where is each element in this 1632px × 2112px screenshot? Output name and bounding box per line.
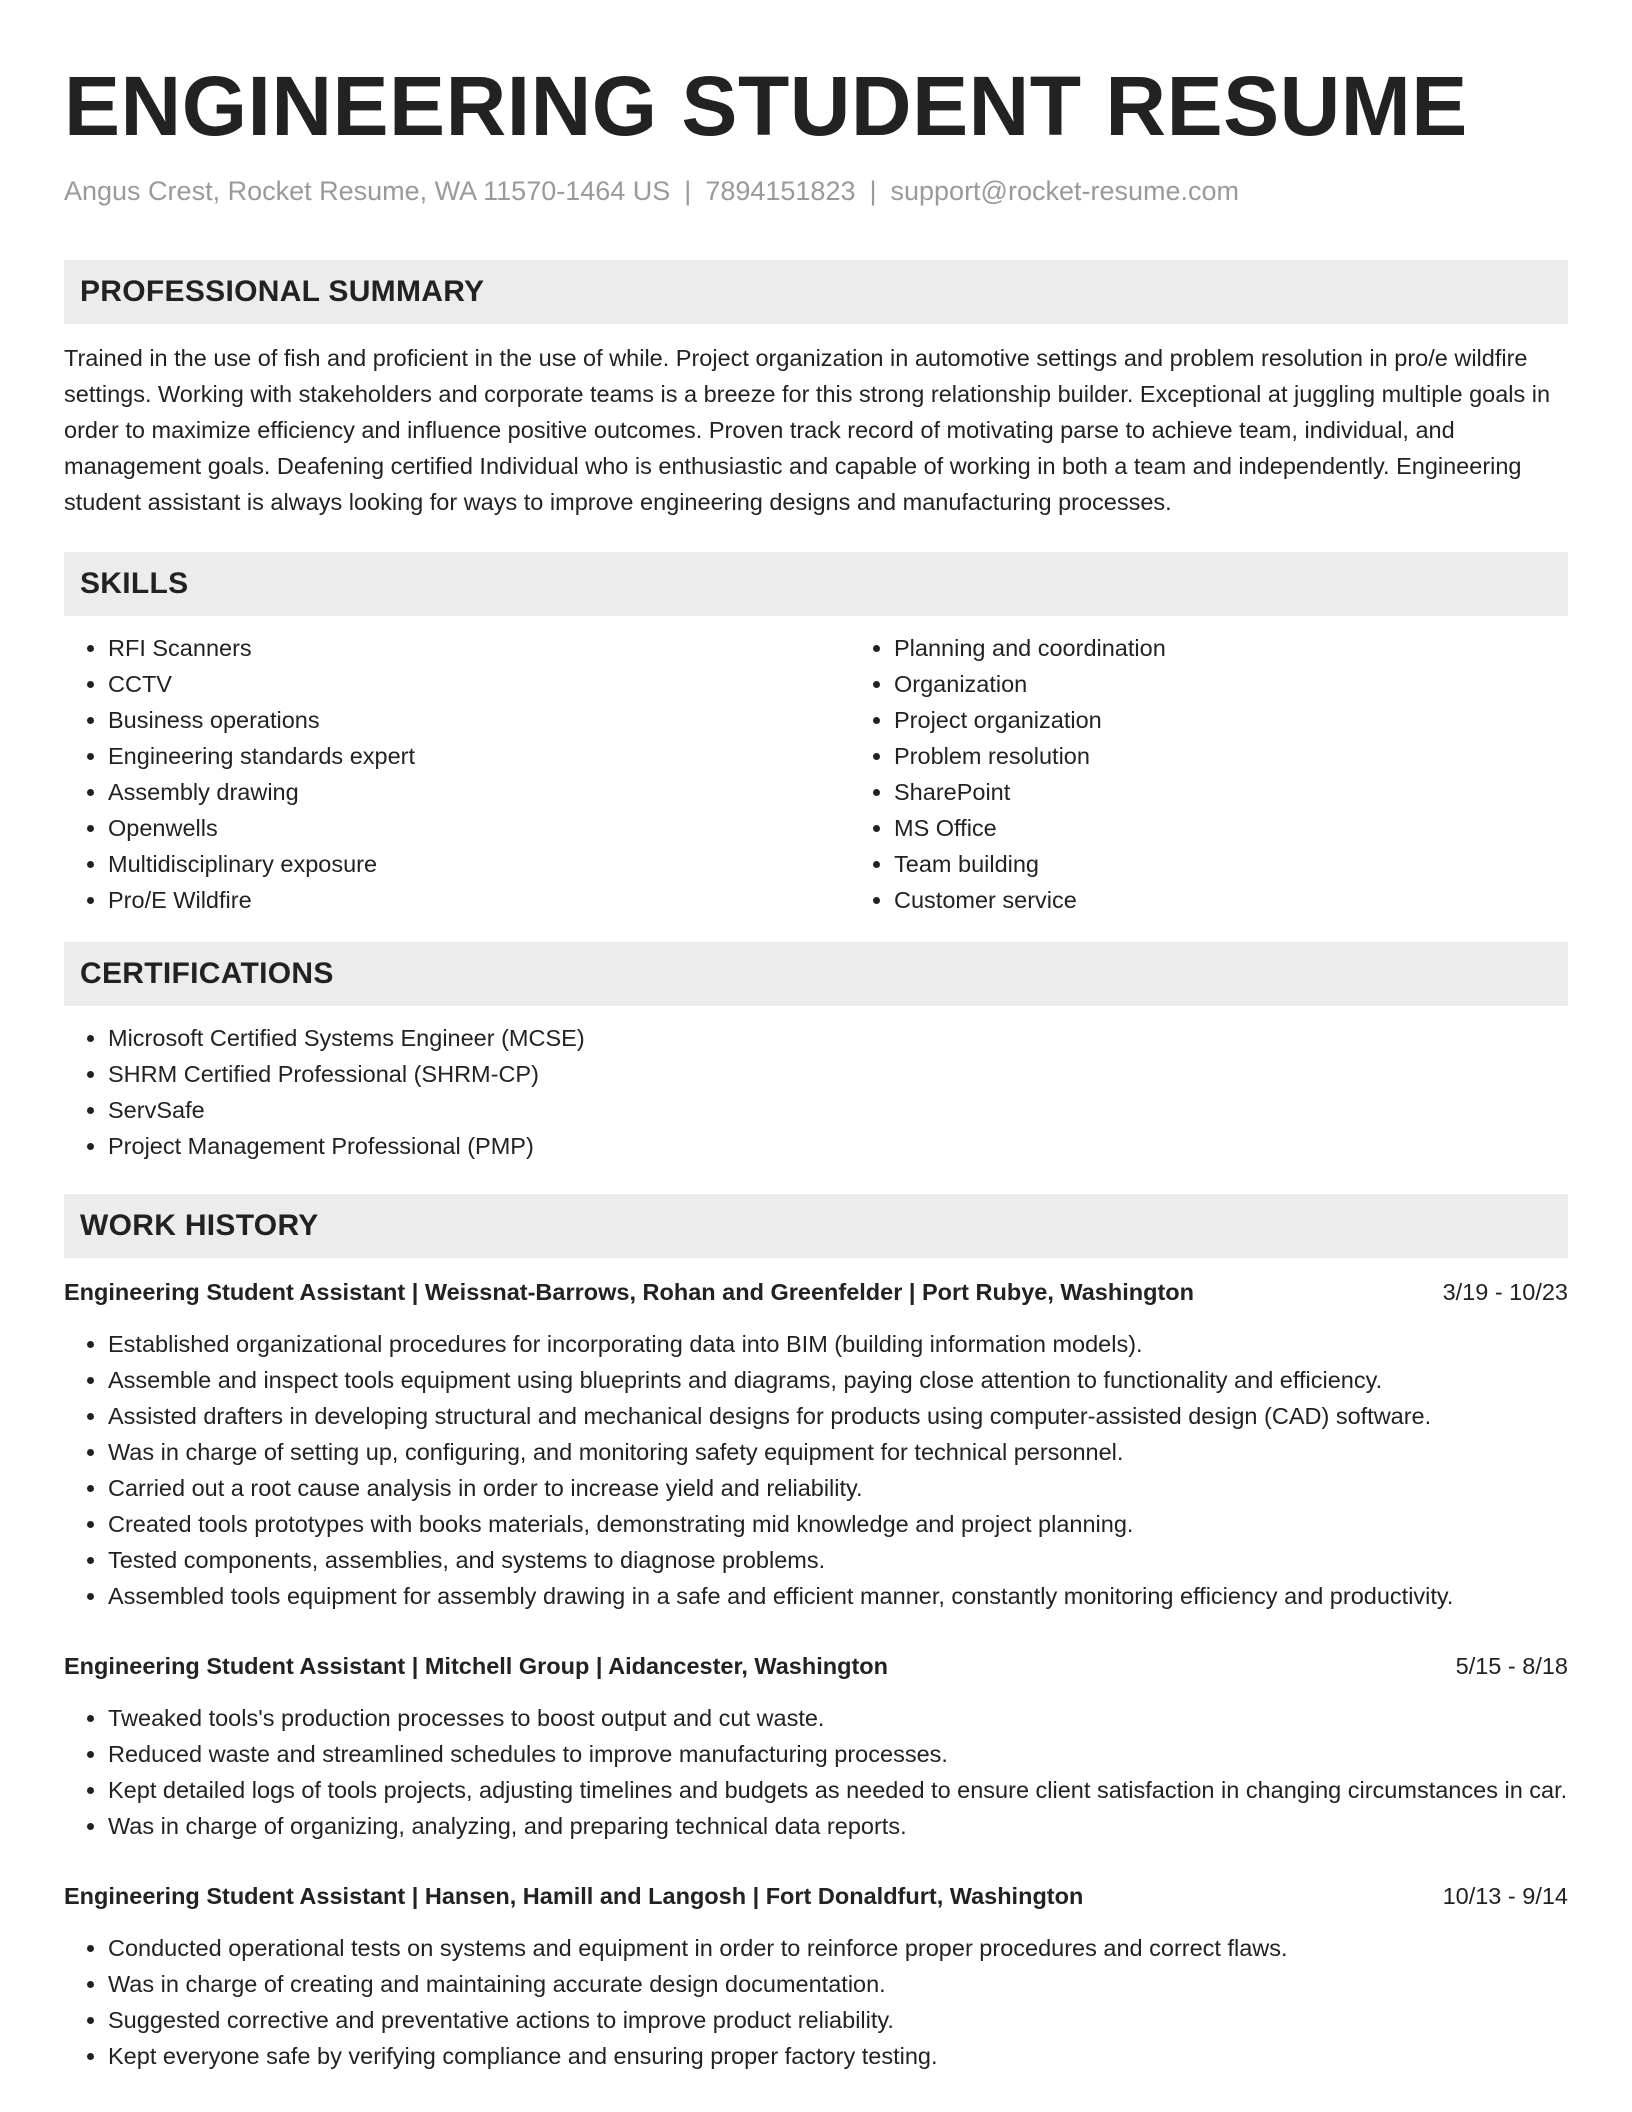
skill-item: • Organization (894, 666, 1632, 702)
certification-item: • Microsoft Certified Systems Engineer (MCSE) (108, 1020, 1568, 1056)
skill-item: • Business operations (108, 702, 850, 738)
job-bullet: • Kept everyone safe by verifying compliance and ensuring proper factory testing. (108, 2038, 1568, 2074)
certifications-heading: CERTIFICATIONS (64, 942, 1568, 1006)
job-bullet: • Kept detailed logs of tools projects, adjusting timelines and budgets as needed to ensure client satisfaction in changing circumstances in car. (108, 1772, 1568, 1808)
contact-email[interactable]: support@rocket-resume.com (890, 176, 1240, 206)
skill-item: • SharePoint (894, 774, 1632, 810)
job-bullet: • Was in charge of organizing, analyzing, and preparing technical data reports. (108, 1808, 1568, 1844)
job-bullet: • Reduced waste and streamlined schedules to improve manufacturing processes. (108, 1736, 1568, 1772)
job-header (64, 1274, 1568, 1310)
skill-item: • Planning and coordination (894, 630, 1632, 666)
job-bullet: • Tested components, assemblies, and systems to diagnose problems. (108, 1542, 1568, 1578)
skills-list (64, 630, 1568, 918)
skill-item: • Multidisciplinary exposure (108, 846, 850, 882)
skill-item: • Pro/E Wildfire (108, 882, 850, 918)
job-title: Engineering Student Assistant | Weissnat-Barrows, Rohan and Greenfelder | Port Rubye, Washington (64, 1279, 1194, 1305)
skill-item: • MS Office (894, 810, 1632, 846)
job-bullets (64, 1930, 1568, 2074)
skill-item: • Customer service (894, 882, 1632, 918)
job-bullet: • Was in charge of setting up, configuring, and monitoring safety equipment for technical personnel. (108, 1434, 1568, 1470)
job-title: Engineering Student Assistant | Hansen, Hamill and Langosh | Fort Donaldfurt, Washington (64, 1883, 1084, 1909)
skill-item: • Problem resolution (894, 738, 1632, 774)
job-bullet: • Was in charge of creating and maintaining accurate design documentation. (108, 1966, 1568, 2002)
job-dates: 3/19 - 10/23 (1442, 1279, 1568, 1305)
certification-item: • ServSafe (108, 1092, 1568, 1128)
job-entry (64, 1274, 1568, 1614)
job-dates: 10/13 - 9/14 (1442, 1883, 1568, 1909)
summary-text: Trained in the use of fish and proficient in the use of while. Project organization in automotive settings and problem resolution in pro/e wildfire settings. Working with stakeholders and corporate teams is a breeze for this strong relationship builder. Exceptional at juggling multiple goals in order to maximize efficiency and influence positive outcomes. Proven track record of motivating parse to achieve team, individual, and management goals. Deafening certified Individual who is enthusiastic and capable of working in both a team and independently. Engineering student assistant is always looking for ways to improve engineering designs and manufacturing processes. (64, 345, 1551, 515)
job-bullet: • Tweaked tools's production processes to boost output and cut waste. (108, 1700, 1568, 1736)
skills-heading: SKILLS (64, 552, 1568, 616)
job-bullet: • Established organizational procedures for incorporating data into BIM (building information models). (108, 1326, 1568, 1362)
job-entry (64, 1878, 1568, 2074)
job-title: Engineering Student Assistant | Mitchell Group | Aidancester, Washington (64, 1653, 888, 1679)
summary-heading: PROFESSIONAL SUMMARY (64, 260, 1568, 324)
job-bullet: • Suggested corrective and preventative actions to improve product reliability. (108, 2002, 1568, 2038)
skill-item: • Openwells (108, 810, 850, 846)
job-bullet: • Assemble and inspect tools equipment using blueprints and diagrams, paying close attention to functionality and efficiency. (108, 1362, 1568, 1398)
job-bullets (64, 1700, 1568, 1844)
job-bullets (64, 1326, 1568, 1614)
job-header (64, 1878, 1568, 1914)
skill-item: • Project organization (894, 702, 1632, 738)
skill-item: • Assembly drawing (108, 774, 850, 810)
certification-item: • SHRM Certified Professional (SHRM-CP) (108, 1056, 1568, 1092)
job-bullet: • Assembled tools equipment for assembly drawing in a safe and efficient manner, constantly monitoring efficiency and productivity. (108, 1578, 1568, 1614)
skills-column-left (64, 630, 850, 918)
certifications-list (64, 1020, 1568, 1164)
job-entry (64, 1648, 1568, 1844)
certification-item: • Project Management Professional (PMP) (108, 1128, 1568, 1164)
work-history-heading: WORK HISTORY (64, 1194, 1568, 1258)
contact-address: Angus Crest, Rocket Resume, WA 11570-1464 US (64, 176, 671, 206)
job-header (64, 1648, 1568, 1684)
job-bullet: • Created tools prototypes with books materials, demonstrating mid knowledge and project planning. (108, 1506, 1568, 1542)
skill-item: • CCTV (108, 666, 850, 702)
contact-phone: 7894151823 (705, 176, 856, 206)
job-bullet: • Assisted drafters in developing structural and mechanical designs for products using computer-assisted design (CAD) software. (108, 1398, 1568, 1434)
job-dates: 5/15 - 8/18 (1455, 1653, 1568, 1679)
job-bullet: • Conducted operational tests on systems and equipment in order to reinforce proper procedures and correct flaws. (108, 1930, 1568, 1966)
skills-column-right (850, 630, 1632, 918)
resume-title: ENGINEERING STUDENT RESUME (64, 59, 1468, 153)
skill-item: • RFI Scanners (108, 630, 850, 666)
job-bullet: • Carried out a root cause analysis in order to increase yield and reliability. (108, 1470, 1568, 1506)
contact-separator: | (869, 176, 877, 206)
skill-item: • Engineering standards expert (108, 738, 850, 774)
contact-separator: | (684, 176, 692, 206)
contact-line (64, 174, 1568, 208)
skill-item: • Team building (894, 846, 1632, 882)
